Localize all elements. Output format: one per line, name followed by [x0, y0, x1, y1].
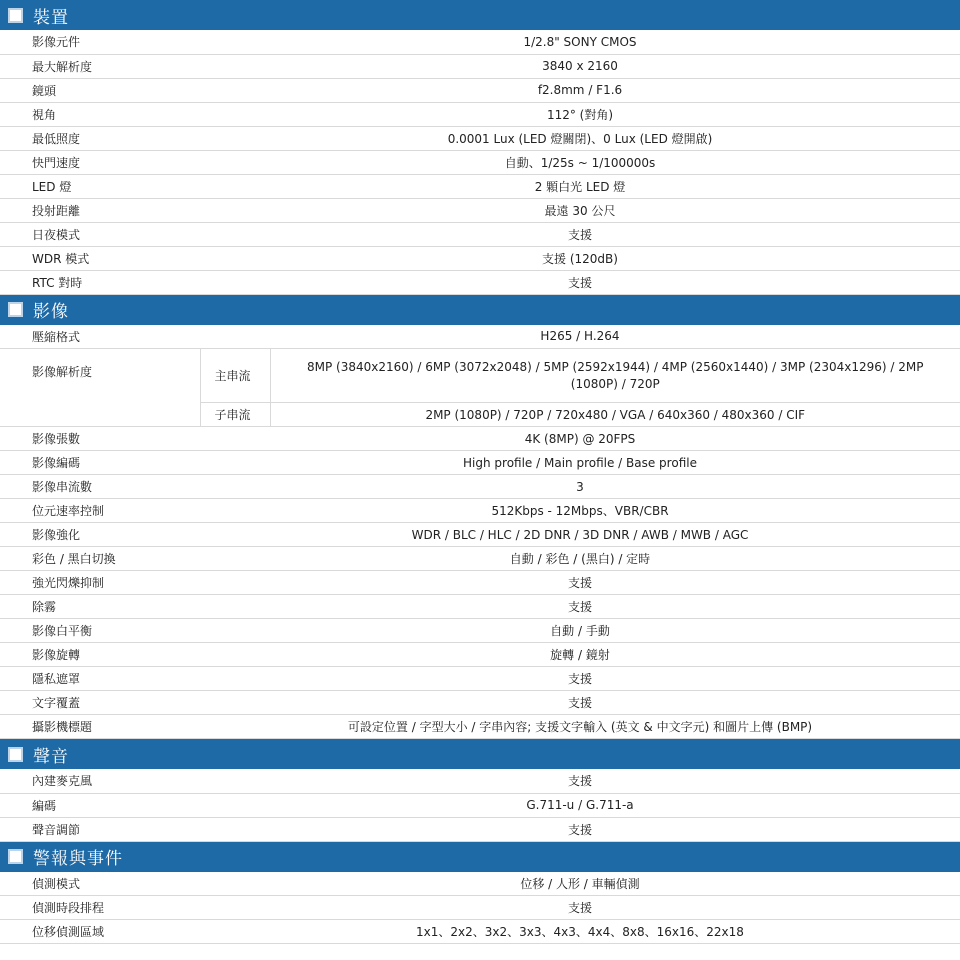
section-header-device [0, 0, 960, 30]
spec-label: 影像白平衡 [0, 619, 200, 643]
spec-value: 3840 x 2160 [200, 54, 960, 78]
spec-value: 支援 [200, 691, 960, 715]
spec-value: 支援 [200, 571, 960, 595]
spec-label: 影像元件 [0, 30, 200, 54]
spec-label: 影像解析度 [0, 349, 200, 427]
table-row [0, 523, 960, 547]
spec-value: 支援 [200, 817, 960, 841]
spec-label: LED 燈 [0, 174, 200, 198]
spec-value: 512Kbps - 12Mbps、VBR/CBR [200, 499, 960, 523]
spec-value: 112° (對角) [200, 102, 960, 126]
spec-label: 影像旋轉 [0, 643, 200, 667]
spec-label: 影像張數 [0, 427, 200, 451]
section-title: 影像 [33, 302, 69, 322]
spec-value: 自動 / 手動 [200, 619, 960, 643]
spec-table-audio [0, 769, 960, 842]
table-row [0, 499, 960, 523]
spec-value: 自動 / 彩色 / (黑白) / 定時 [200, 547, 960, 571]
table-row [0, 126, 960, 150]
spec-value: 0.0001 Lux (LED 燈關閉)、0 Lux (LED 燈開啟) [200, 126, 960, 150]
spec-label: 最低照度 [0, 126, 200, 150]
section-header-alarm [0, 842, 960, 872]
table-row [0, 715, 960, 739]
spec-label: RTC 對時 [0, 270, 200, 294]
spec-value: 支援 [200, 270, 960, 294]
spec-value: f2.8mm / F1.6 [200, 78, 960, 102]
table-row [0, 174, 960, 198]
spec-label: 鏡頭 [0, 78, 200, 102]
spec-value: 支援 [200, 769, 960, 793]
section-header-audio [0, 739, 960, 769]
spec-value: G.711-u / G.711-a [200, 793, 960, 817]
spec-label: 投射距離 [0, 198, 200, 222]
spec-label: 強光閃爍抑制 [0, 571, 200, 595]
square-bullet-icon [8, 8, 23, 23]
spec-label: 聲音調節 [0, 817, 200, 841]
spec-label: 隱私遮罩 [0, 667, 200, 691]
table-row [0, 150, 960, 174]
spec-value: 1/2.8" SONY CMOS [200, 30, 960, 54]
spec-label: 日夜模式 [0, 222, 200, 246]
table-row [0, 427, 960, 451]
spec-table-device [0, 30, 960, 295]
square-bullet-icon [8, 849, 23, 864]
spec-label: 彩色 / 黑白切換 [0, 547, 200, 571]
table-row [0, 325, 960, 349]
table-row [0, 349, 960, 403]
table-row [0, 198, 960, 222]
table-row [0, 547, 960, 571]
spec-value: H265 / H.264 [200, 325, 960, 349]
spec-value: 支援 [200, 222, 960, 246]
spec-label: 影像強化 [0, 523, 200, 547]
spec-value: 4K (8MP) @ 20FPS [200, 427, 960, 451]
spec-value: 最遠 30 公尺 [200, 198, 960, 222]
table-row [0, 667, 960, 691]
table-row [0, 793, 960, 817]
section-title: 裝置 [33, 7, 69, 28]
spec-label: 最大解析度 [0, 54, 200, 78]
table-row [0, 222, 960, 246]
spec-label: 內建麥克風 [0, 769, 200, 793]
table-row [0, 102, 960, 126]
main-stream-value: 8MP (3840x2160) / 6MP (3072x2048) / 5MP (2592x1944) / 4MP (2560x1440) / 3MP (2304x1296) / 2MP (1080P) / 720P [270, 349, 960, 403]
spec-label: 壓縮格式 [0, 325, 200, 349]
table-row [0, 571, 960, 595]
spec-label: 影像編碼 [0, 451, 200, 475]
section-header-video [0, 295, 960, 325]
table-row [0, 54, 960, 78]
spec-value: 自動、1/25s ~ 1/100000s [200, 150, 960, 174]
spec-label: 快門速度 [0, 150, 200, 174]
spec-label: 視角 [0, 102, 200, 126]
spec-value: 支援 [200, 667, 960, 691]
spec-value: 可設定位置 / 字型大小 / 字串內容; 支援文字輸入 (英文 & 中文字元) 和圖片上傳 (BMP) [200, 715, 960, 739]
spec-label: 偵測模式 [0, 872, 200, 896]
table-row [0, 920, 960, 944]
table-row [0, 270, 960, 294]
spec-table-alarm [0, 872, 960, 945]
spec-label: 文字覆蓋 [0, 691, 200, 715]
spec-value: 旋轉 / 鏡射 [200, 643, 960, 667]
table-row [0, 595, 960, 619]
spec-value: 支援 [200, 595, 960, 619]
spec-value: WDR / BLC / HLC / 2D DNR / 3D DNR / AWB / MWB / AGC [200, 523, 960, 547]
square-bullet-icon [8, 302, 23, 317]
table-row [0, 619, 960, 643]
table-row [0, 475, 960, 499]
table-row [0, 643, 960, 667]
table-row [0, 78, 960, 102]
spec-value: 3 [200, 475, 960, 499]
table-row [0, 769, 960, 793]
sub-stream-label: 子串流 [200, 403, 270, 427]
spec-value: 支援 (120dB) [200, 246, 960, 270]
spec-label: 影像串流數 [0, 475, 200, 499]
spec-value: 位移 / 人形 / 車輛偵測 [200, 872, 960, 896]
table-row [0, 246, 960, 270]
spec-value: High profile / Main profile / Base profile [200, 451, 960, 475]
spec-label: 攝影機標題 [0, 715, 200, 739]
spec-value: 1x1、2x2、3x2、3x3、4x3、4x4、8x8、16x16、22x18 [200, 920, 960, 944]
spec-table-video [0, 325, 960, 740]
section-title: 聲音 [33, 746, 69, 767]
section-title: 警報與事件 [33, 849, 123, 869]
spec-label: WDR 模式 [0, 246, 200, 270]
table-row [0, 872, 960, 896]
table-row [0, 451, 960, 475]
spec-label: 編碼 [0, 793, 200, 817]
table-row [0, 896, 960, 920]
main-stream-label: 主串流 [200, 349, 270, 403]
table-row [0, 30, 960, 54]
spec-label: 位元速率控制 [0, 499, 200, 523]
spec-label: 偵測時段排程 [0, 896, 200, 920]
sub-stream-value: 2MP (1080P) / 720P / 720x480 / VGA / 640x360 / 480x360 / CIF [270, 403, 960, 427]
spec-value: 支援 [200, 896, 960, 920]
spec-label: 位移偵測區域 [0, 920, 200, 944]
table-row [0, 691, 960, 715]
square-bullet-icon [8, 747, 23, 762]
table-row [0, 817, 960, 841]
spec-label: 除霧 [0, 595, 200, 619]
spec-value: 2 顆白光 LED 燈 [200, 174, 960, 198]
